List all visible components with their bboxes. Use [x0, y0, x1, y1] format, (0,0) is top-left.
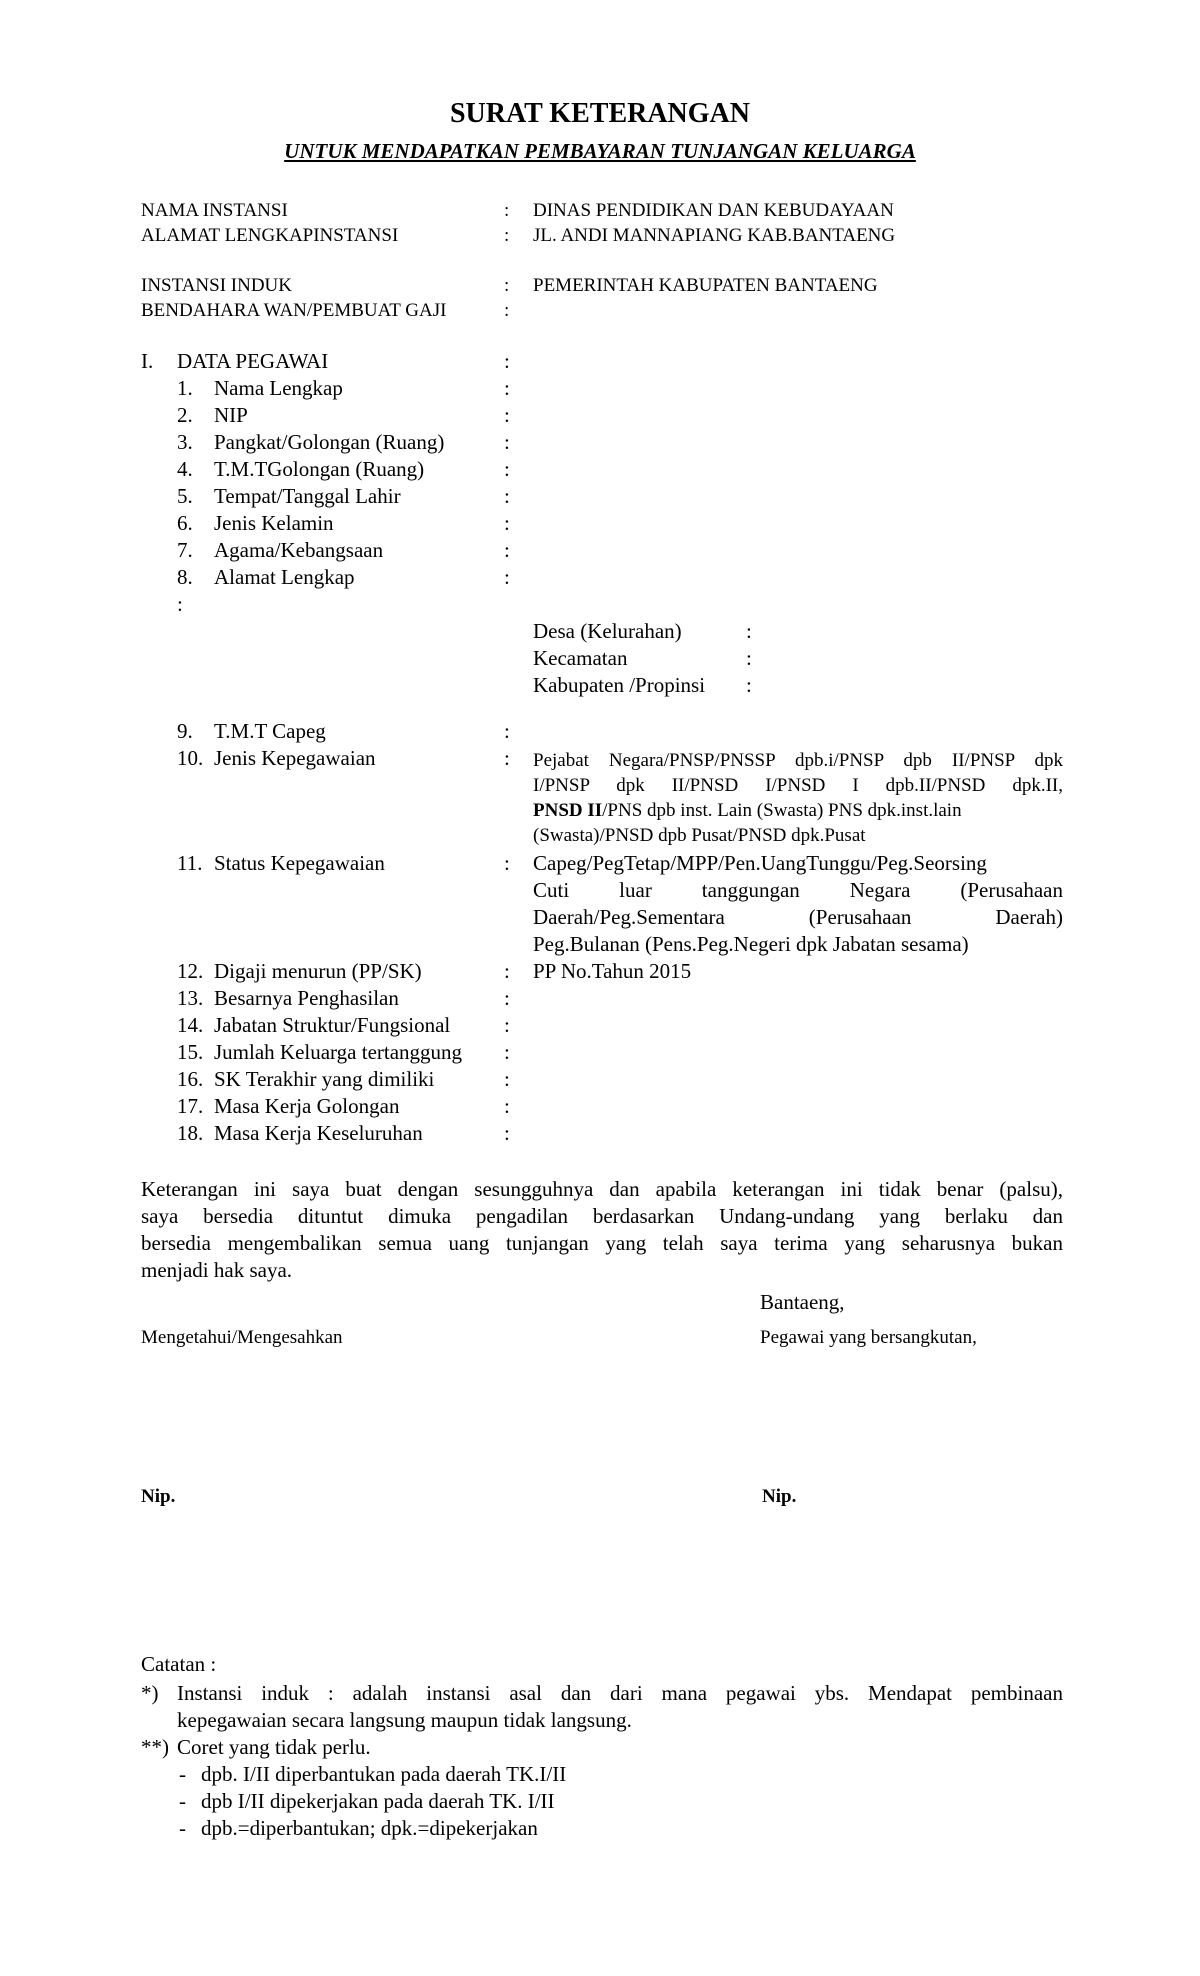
- digaji-menurun-value: PP No.Tahun 2015: [533, 959, 692, 983]
- item-number: 8.: [177, 565, 193, 589]
- colon: :: [504, 746, 510, 770]
- status-kepegawaian-line: Cuti luar tanggungan Negara (Perusahaan: [533, 878, 1063, 902]
- bullet-dash: -: [179, 1816, 186, 1840]
- colon: :: [504, 538, 510, 562]
- instansi-induk-label: INSTANSI INDUK: [141, 275, 292, 296]
- colon: :: [504, 1121, 510, 1145]
- note-bullet: dpb. I/II diperbantukan pada daerah TK.I/II: [201, 1762, 567, 1786]
- mengetahui-label: Mengetahui/Mengesahkan: [141, 1327, 343, 1348]
- address-kabupaten-label: Kabupaten /Propinsi: [533, 673, 706, 697]
- colon: :: [746, 646, 752, 670]
- colon: :: [504, 959, 510, 983]
- instansi-induk-value: PEMERINTAH KABUPATEN BANTAENG: [533, 275, 878, 296]
- colon: :: [746, 673, 752, 697]
- section-title: DATA PEGAWAI: [177, 349, 329, 373]
- item-label-pangkat: Pangkat/Golongan (Ruang): [214, 430, 445, 454]
- nip-right: Nip.: [762, 1486, 797, 1507]
- colon: :: [504, 565, 510, 589]
- item-label-jumlah-keluarga: Jumlah Keluarga tertanggung: [214, 1040, 463, 1064]
- item-label-penghasilan: Besarnya Penghasilan: [214, 986, 399, 1010]
- item-number: 7.: [177, 538, 193, 562]
- section-number: I.: [141, 349, 154, 373]
- colon: :: [504, 457, 510, 481]
- note-marker: **): [141, 1735, 169, 1759]
- statement-line: Keterangan ini saya buat dengan sesungguhnya dan apabila keterangan ini tidak benar (palsu),: [141, 1177, 1063, 1201]
- item-number: 14.: [177, 1013, 204, 1037]
- statement-line: menjadi hak saya.: [141, 1258, 293, 1282]
- item-number: 9.: [177, 719, 193, 743]
- item-label-nip: NIP: [214, 403, 248, 427]
- item-label-nama-lengkap: Nama Lengkap: [214, 376, 343, 400]
- statement-line: bersedia mengembalikan semua uang tunjangan yang telah saya terima yang seharusnya bukan: [141, 1231, 1063, 1255]
- address-desa-label: Desa (Kelurahan): [533, 619, 682, 643]
- item-number: 17.: [177, 1094, 204, 1118]
- jenis-kepegawaian-line: [533, 798, 962, 823]
- note-text: Coret yang tidak perlu.: [177, 1735, 371, 1759]
- note-text: kepegawaian secara langsung maupun tidak langsung.: [177, 1708, 632, 1732]
- item-number: 16.: [177, 1067, 204, 1091]
- nama-instansi-label: NAMA INSTANSI: [141, 200, 288, 221]
- item-number: 4.: [177, 457, 193, 481]
- item-label-tempat-lahir: Tempat/Tanggal Lahir: [214, 484, 401, 508]
- colon: :: [504, 349, 510, 373]
- pnsd-ii-bold-text: PNSD II: [533, 800, 603, 821]
- notes-title: Catatan :: [141, 1652, 217, 1676]
- item-label-status-kepegawaian: Status Kepegawaian: [214, 851, 385, 875]
- colon: :: [504, 376, 510, 400]
- colon: :: [504, 275, 510, 296]
- colon: :: [177, 592, 183, 616]
- colon: :: [504, 200, 510, 221]
- bendahara-label: BENDAHARA WAN/PEMBUAT GAJI: [141, 300, 447, 321]
- jenis-kepegawaian-text: /PNS dpb inst. Lain (Swasta) PNS dpk.inst.lain: [602, 800, 962, 821]
- item-number: 15.: [177, 1040, 204, 1064]
- item-label-tmt-capeg: T.M.T Capeg: [214, 719, 326, 743]
- item-number: 18.: [177, 1121, 204, 1145]
- colon: :: [746, 619, 752, 643]
- colon: :: [504, 1067, 510, 1091]
- status-kepegawaian-line: Daerah/Peg.Sementara (Perusahaan Daerah): [533, 905, 1063, 929]
- bullet-dash: -: [179, 1762, 186, 1786]
- item-number: 2.: [177, 403, 193, 427]
- item-label-jabatan: Jabatan Struktur/Fungsional: [214, 1013, 451, 1037]
- colon: :: [504, 719, 510, 743]
- item-number: 11.: [177, 851, 203, 875]
- nama-instansi-value: DINAS PENDIDIKAN DAN KEBUDAYAAN: [533, 200, 894, 221]
- bullet-dash: -: [179, 1789, 186, 1813]
- item-label-jenis-kelamin: Jenis Kelamin: [214, 511, 334, 535]
- address-kecamatan-label: Kecamatan: [533, 646, 628, 670]
- document-title: SURAT KETERANGAN: [449, 98, 750, 129]
- colon: :: [504, 1013, 510, 1037]
- note-text: Instansi induk : adalah instansi asal dan dari mana pegawai ybs. Mendapat pembinaan: [177, 1681, 1063, 1705]
- alamat-instansi-value: JL. ANDI MANNAPIANG KAB.BANTAENG: [533, 225, 896, 246]
- colon: :: [504, 1094, 510, 1118]
- note-bullet: dpb.=diperbantukan; dpk.=dipekerjakan: [201, 1816, 538, 1840]
- statement-line: saya bersedia dituntut dimuka pengadilan berdasarkan Undang-undang yang berlaku dan: [141, 1204, 1063, 1228]
- item-number: 3.: [177, 430, 193, 454]
- item-number: 13.: [177, 986, 204, 1010]
- item-label-masa-kerja-keseluruhan: Masa Kerja Keseluruhan: [214, 1121, 423, 1145]
- colon: :: [504, 403, 510, 427]
- document-subtitle: UNTUK MENDAPATKAN PEMBAYARAN TUNJANGAN KELUARGA: [284, 139, 916, 163]
- jenis-kepegawaian-line: Pejabat Negara/PNSP/PNSSP dpb.i/PNSP dpb II/PNSP dpk: [533, 750, 1063, 771]
- item-label-masa-kerja-golongan: Masa Kerja Golongan: [214, 1094, 400, 1118]
- item-number: 5.: [177, 484, 193, 508]
- colon: :: [504, 225, 510, 246]
- status-kepegawaian-line: Capeg/PegTetap/MPP/Pen.UangTunggu/Peg.Seorsing: [533, 851, 987, 875]
- colon: :: [504, 1040, 510, 1064]
- colon: :: [504, 300, 510, 321]
- colon: :: [504, 484, 510, 508]
- colon: :: [504, 511, 510, 535]
- alamat-instansi-label: ALAMAT LENGKAPINSTANSI: [141, 225, 399, 246]
- nip-left: Nip.: [141, 1486, 176, 1507]
- item-number: 12.: [177, 959, 204, 983]
- status-kepegawaian-line: Peg.Bulanan (Pens.Peg.Negeri dpk Jabatan sesama): [533, 932, 969, 956]
- note-marker: *): [141, 1681, 159, 1705]
- signature-place: Bantaeng,: [760, 1290, 845, 1314]
- pegawai-label: Pegawai yang bersangkutan,: [760, 1327, 977, 1348]
- item-label-tmt-golongan: T.M.TGolongan (Ruang): [214, 457, 425, 481]
- item-number: 6.: [177, 511, 193, 535]
- item-label-alamat: Alamat Lengkap: [214, 565, 355, 589]
- item-label-sk-terakhir: SK Terakhir yang dimiliki: [214, 1067, 435, 1091]
- item-label-digaji-menurun: Digaji menurun (PP/SK): [214, 959, 422, 983]
- jenis-kepegawaian-line: I/PNSP dpk II/PNSD I/PNSD I dpb.II/PNSD dpk.II,: [533, 775, 1063, 796]
- item-label-agama: Agama/Kebangsaan: [214, 538, 384, 562]
- colon: :: [504, 851, 510, 875]
- item-label-jenis-kepegawaian: Jenis Kepegawaian: [214, 746, 376, 770]
- item-number: 1.: [177, 376, 193, 400]
- colon: :: [504, 986, 510, 1010]
- jenis-kepegawaian-line: (Swasta)/PNSD dpb Pusat/PNSD dpk.Pusat: [533, 825, 866, 846]
- colon: :: [504, 430, 510, 454]
- item-number: 10.: [177, 746, 204, 770]
- note-bullet: dpb I/II dipekerjakan pada daerah TK. I/II: [201, 1789, 555, 1813]
